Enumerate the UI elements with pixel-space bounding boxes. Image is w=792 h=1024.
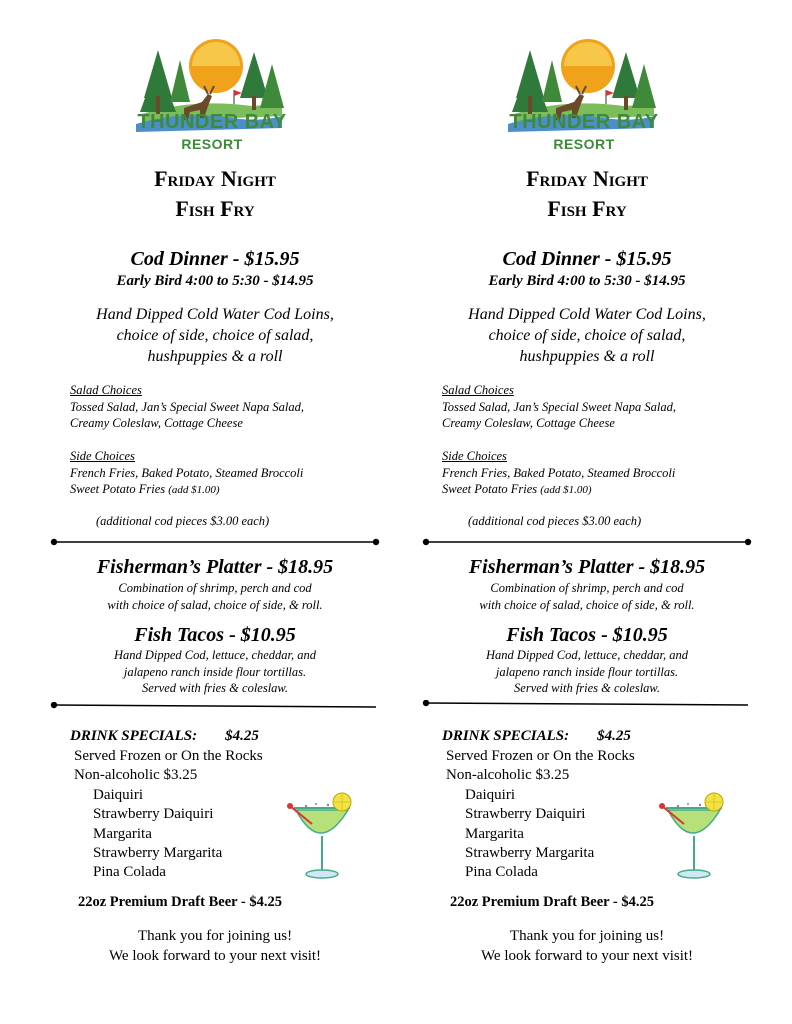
- side-choices: [442, 448, 762, 499]
- drink-info: [446, 747, 635, 786]
- drink-heading-label: DRINK SPECIALS:: [70, 728, 198, 744]
- menu-card-left: [50, 0, 422, 1024]
- thanks-line1: Thank you for joining us!: [137, 928, 293, 944]
- title-line1: Friday Night: [526, 166, 648, 191]
- salad-line2: Creamy Coleslaw, Cottage Cheese: [70, 416, 243, 430]
- cod-desc-line1: Hand Dipped Cold Water Cod Loins,: [468, 306, 706, 323]
- tacos-description: [422, 647, 752, 697]
- list-item: Pina Colada: [93, 864, 166, 881]
- tacos-line1: Hand Dipped Cod, lettuce, cheddar, and: [113, 648, 317, 662]
- divider: [422, 538, 752, 546]
- drink-info: [74, 747, 263, 786]
- list-item: Strawberry Daiquiri: [465, 806, 586, 823]
- drink-served: Served Frozen or On the Rocks: [446, 748, 635, 764]
- platter-heading: Fisherman’s Platter - $18.95: [96, 556, 334, 578]
- salad-line1: Tossed Salad, Jan’s Special Sweet Napa Salad,: [442, 399, 677, 414]
- divider: [50, 538, 380, 546]
- side-add-price: (add $1.00): [168, 484, 220, 496]
- beer-special: 22oz Premium Draft Beer - $4.25: [78, 894, 283, 910]
- cod-desc-line2: choice of side, choice of salad,: [116, 327, 314, 344]
- side-add-price: (add $1.00): [540, 484, 592, 496]
- additional-cod-text: (additional cod pieces $3.00 each): [468, 514, 642, 528]
- drink-price: $4.25: [225, 728, 259, 744]
- side-label: Side Choices: [70, 449, 135, 463]
- early-bird: Early Bird 4:00 to 5:30 - $14.95: [488, 273, 686, 289]
- margarita-glass-icon: [282, 792, 360, 882]
- cod-heading: Cod Dinner - $15.95: [130, 248, 300, 270]
- salad-label: Salad Choices: [442, 383, 514, 397]
- tacos-heading: Fish Tacos - $10.95: [134, 624, 296, 646]
- menu-card-right: [422, 0, 792, 1024]
- cod-desc-line3: hushpuppies & a roll: [147, 348, 283, 365]
- tacos-description: [50, 647, 380, 697]
- list-item: Strawberry Margarita: [465, 844, 595, 861]
- salad-label: Salad Choices: [70, 383, 142, 397]
- title-line2: Fish Fry: [547, 196, 627, 221]
- salad-choices: [442, 382, 762, 432]
- beer-special: 22oz Premium Draft Beer - $4.25: [450, 894, 655, 910]
- drink-served: Served Frozen or On the Rocks: [74, 748, 263, 764]
- list-item: Daiquiri: [93, 787, 143, 803]
- platter-heading: Fisherman’s Platter - $18.95: [468, 556, 706, 578]
- platter-description: [422, 580, 752, 613]
- platter-line1: Combination of shrimp, perch and cod: [118, 581, 312, 595]
- drink-list: [465, 786, 594, 882]
- side-line1: French Fries, Baked Potato, Steamed Broccoli: [442, 465, 676, 480]
- cod-desc-line1: Hand Dipped Cold Water Cod Loins,: [96, 306, 334, 323]
- side-line2-text: Sweet Potato Fries: [70, 482, 166, 496]
- drink-price: $4.25: [597, 728, 631, 744]
- platter-line1: Combination of shrimp, perch and cod: [490, 581, 684, 595]
- cod-desc-line2: choice of side, choice of salad,: [488, 327, 686, 344]
- tacos-heading: Fish Tacos - $10.95: [506, 624, 668, 646]
- thanks-line1: Thank you for joining us!: [509, 928, 665, 944]
- early-bird: Early Bird 4:00 to 5:30 - $14.95: [116, 273, 314, 289]
- thank-you: [422, 927, 752, 966]
- brand-line2: RESORT: [553, 136, 615, 152]
- side-choices: [70, 448, 390, 499]
- page-title: [50, 164, 380, 224]
- brand-line1: THUNDER BAY: [509, 111, 659, 133]
- tacos-line3: Served with fries & coleslaw.: [514, 681, 660, 695]
- title-line1: Friday Night: [154, 166, 276, 191]
- side-line1: French Fries, Baked Potato, Steamed Broccoli: [70, 465, 304, 480]
- tacos-line3: Served with fries & coleslaw.: [142, 681, 288, 695]
- drink-specials-heading: [70, 728, 259, 745]
- platter-line2: with choice of salad, choice of side, & roll.: [479, 597, 695, 612]
- platter-description: [50, 580, 380, 613]
- brand-line2: RESORT: [181, 136, 243, 152]
- brand-line1: THUNDER BAY: [137, 111, 287, 133]
- additional-cod-text: (additional cod pieces $3.00 each): [96, 514, 270, 528]
- salad-choices: [70, 382, 390, 432]
- cod-desc-line3: hushpuppies & a roll: [519, 348, 655, 365]
- side-line2: [70, 481, 390, 499]
- brand-name: [112, 111, 312, 152]
- tacos-line1: Hand Dipped Cod, lettuce, cheddar, and: [485, 648, 689, 662]
- margarita-glass-icon: [654, 792, 732, 882]
- cod-description: [50, 304, 380, 367]
- tacos-line2: jalapeno ranch inside flour tortillas.: [123, 664, 307, 679]
- side-line2-text: Sweet Potato Fries: [442, 482, 538, 496]
- title-line2: Fish Fry: [175, 196, 255, 221]
- list-item: Strawberry Margarita: [93, 844, 223, 861]
- additional-cod: [96, 513, 416, 530]
- list-item: Pina Colada: [465, 864, 538, 881]
- drink-nonalc: Non-alcoholic $3.25: [446, 767, 570, 784]
- brand-name: [484, 111, 684, 152]
- drink-specials-heading: [442, 728, 631, 745]
- side-label: Side Choices: [442, 449, 507, 463]
- side-line2: [442, 481, 762, 499]
- thank-you: [50, 927, 380, 966]
- drink-heading-label: DRINK SPECIALS:: [442, 728, 570, 744]
- salad-line1: Tossed Salad, Jan’s Special Sweet Napa Salad,: [70, 399, 305, 414]
- thanks-line2: We look forward to your next visit!: [108, 947, 322, 964]
- list-item: Margarita: [465, 825, 524, 842]
- cod-heading: Cod Dinner - $15.95: [502, 248, 672, 270]
- tacos-line2: jalapeno ranch inside flour tortillas.: [495, 664, 679, 679]
- thanks-line2: We look forward to your next visit!: [480, 947, 694, 964]
- divider: [50, 702, 380, 710]
- page-title: [422, 164, 752, 224]
- platter-line2: with choice of salad, choice of side, & roll.: [107, 597, 323, 612]
- salad-line2: Creamy Coleslaw, Cottage Cheese: [442, 416, 615, 430]
- drink-nonalc: Non-alcoholic $3.25: [74, 767, 198, 784]
- cod-description: [422, 304, 752, 367]
- list-item: Strawberry Daiquiri: [93, 806, 214, 823]
- drink-list: [93, 786, 222, 882]
- list-item: Margarita: [93, 825, 152, 842]
- divider: [422, 700, 752, 708]
- additional-cod: [468, 513, 788, 530]
- list-item: Daiquiri: [465, 787, 515, 803]
